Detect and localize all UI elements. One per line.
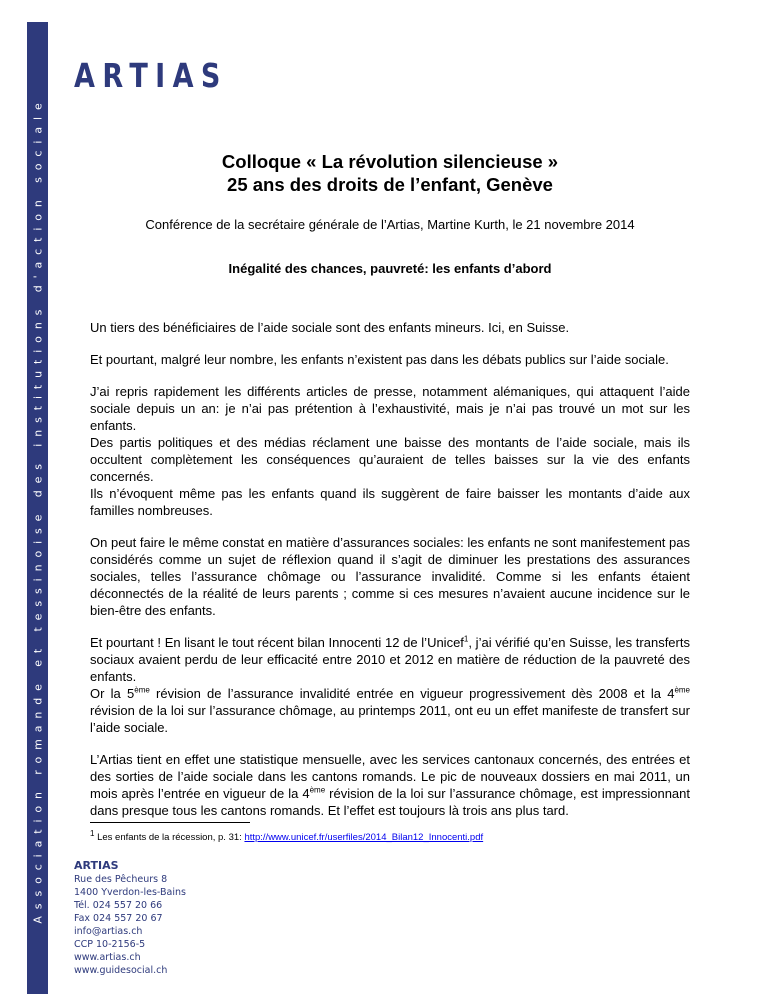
address-org: ARTIAS bbox=[74, 859, 119, 872]
address-tel: Tél. 024 557 20 66 bbox=[74, 900, 163, 911]
paragraph-3c: Ils n’évoquent même pas les enfants quand ils suggèrent de faire baisser les montants d’aide aux familles nombreuses. bbox=[90, 486, 690, 518]
address-fax: Fax 024 557 20 67 bbox=[74, 913, 163, 924]
artias-logo: ARTIAS bbox=[74, 56, 228, 95]
paragraph-5b: Or la 5ème révision de l’assurance invalidité entrée en vigueur progressivement dès 2008 et la 4ème révision de la loi sur l’assurance chômage, au printemps 2011, ont eu un effet manifeste de transfert sur l’aide sociale. bbox=[90, 685, 690, 735]
paragraph-3b: Des partis politiques et des médias réclament une baisse des montants de l’aide sociale, mais ils occultent complètement les conséquences qu’auraient de telles baisses sur la vie des enfants concernés. bbox=[90, 435, 690, 484]
footnote-divider bbox=[90, 822, 250, 823]
title-line-2: 25 ans des droits de l’enfant, Genève bbox=[227, 174, 553, 195]
paragraph-2: Et pourtant, malgré leur nombre, les enfants n’existent pas dans les débats publics sur l’aide sociale. bbox=[90, 352, 669, 367]
address-email[interactable]: info@artias.ch bbox=[74, 926, 143, 937]
address-web-guidesocial[interactable]: www.guidesocial.ch bbox=[74, 965, 168, 976]
paragraph-1: Un tiers des bénéficiaires de l’aide sociale sont des enfants mineurs. Ici, en Suisse. bbox=[90, 320, 570, 335]
address-city: 1400 Yverdon-les-Bains bbox=[74, 887, 186, 898]
paragraph-3a: J’ai repris rapidement les différents articles de presse, notamment alémaniques, qui attaquent l’aide sociale depuis un an: je n’ai pas prétention à l’exhaustivité, mais je n’ai pas trouvé un mot sur les enfants. bbox=[90, 384, 690, 433]
paragraph-5a: Et pourtant ! En lisant le tout récent bilan Innocenti 12 de l’Unicef$^1$, j’ai vérifié qu’en Suisse, les transferts sociaux avaient perdu de leur efficacité entre 2010 et 2012 en matière de réduction de la pauvreté des enfants. bbox=[90, 634, 690, 684]
body-text bbox=[90, 319, 690, 834]
address-web-artias[interactable]: www.artias.ch bbox=[74, 952, 141, 963]
address-street: Rue des Pêcheurs 8 bbox=[74, 874, 168, 885]
conference-line: Conférence de la secrétaire générale de l’Artias, Martine Kurth, le 21 novembre 2014 bbox=[145, 217, 635, 232]
address-ccp: CCP 10-2156-5 bbox=[74, 939, 146, 950]
tagline-text: Association romande et tessinoise des institutions d'action sociale bbox=[31, 96, 45, 924]
unicef-report-link[interactable]: http://www.unicef.fr/userfiles/2014_Bilan12_Innocenti.pdf bbox=[244, 832, 484, 843]
section-subtitle: Inégalité des chances, pauvreté: les enfants d’abord bbox=[228, 261, 552, 276]
paragraph-4: On peut faire le même constat en matière d’assurances sociales: les enfants ne sont manifestement pas considérés comme un sujet de réflexion quand il s’agit de diminuer les prestations des assurances sociales, telles l’assurance chômage ou l’assurance invalidité. Comme si les enfants étaient déconnectés de la réalité de leurs parents ; comme si ces mesures n’avaient aucune incidence sur le bien-être des enfants. bbox=[90, 535, 690, 618]
footnote bbox=[90, 828, 484, 843]
title-line-1: Colloque « La révolution silencieuse » bbox=[221, 151, 559, 172]
footnote-number: 1 bbox=[90, 828, 95, 838]
paragraph-6: L’Artias tient en effet une statistique mensuelle, avec les services cantonaux concernés, des entrées et des sorties de l’aide sociale dans les cantons romands. Le pic de nouveaux dossiers en mai 2011, un mois après l’entrée en vigueur de la 4ème révision de la loi sur l’assurance chômage, est impressionnant dans presque tous les cantons romands. Et l’effet est toujours là trois ans plus tard. bbox=[90, 752, 690, 818]
footnote-ref[interactable]: 1 bbox=[463, 634, 469, 644]
address-block bbox=[74, 858, 186, 977]
footnote-text: Les enfants de la récession, p. 31: bbox=[94, 832, 245, 843]
